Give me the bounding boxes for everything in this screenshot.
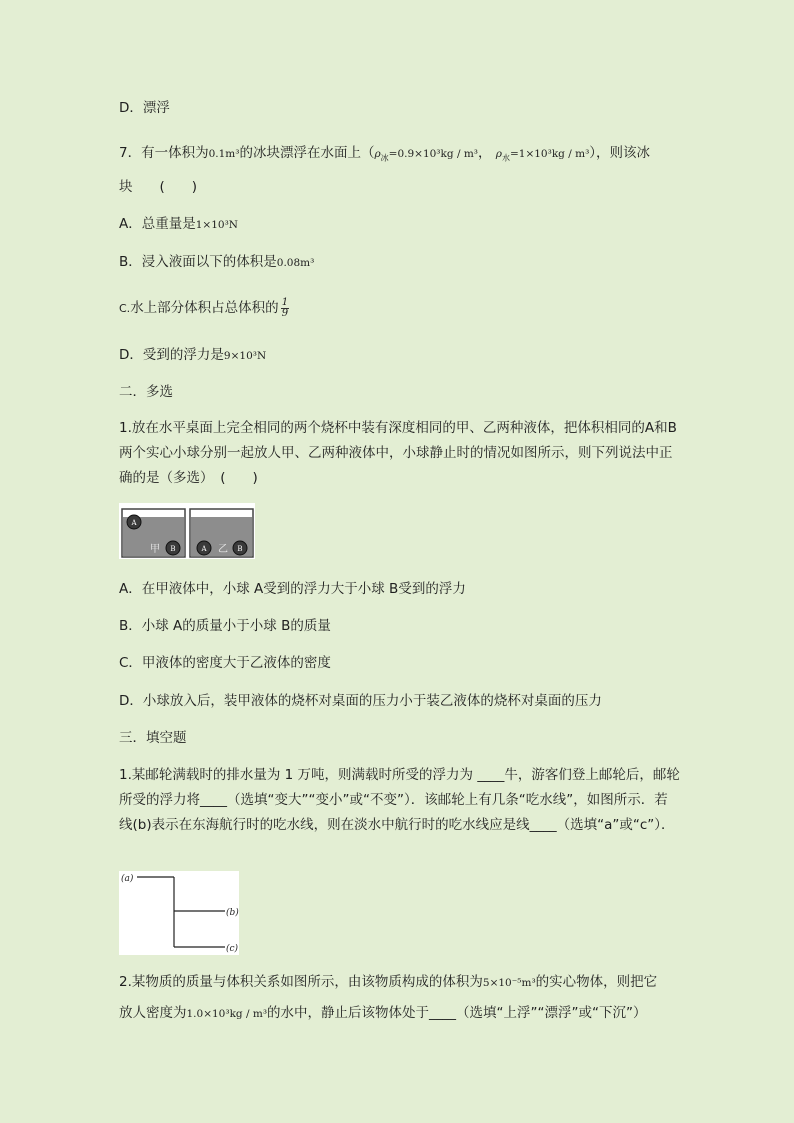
mq1-stem: 1.放在水平桌面上完全相同的两个烧杯中装有深度相同的甲、乙两种液体，把体积相同的A和B两个实心小球分别一起放人甲、乙两种液体中，小球静止时的情况如图所示，则下列说法中正确的是（多选） ( ) bbox=[119, 420, 677, 486]
fraction-denominator: 9 bbox=[281, 307, 289, 319]
q7-volume: 0.1m³ bbox=[208, 148, 240, 160]
q7-stem-a: 7．有一体积为 bbox=[119, 145, 209, 161]
q7-option-b bbox=[119, 250, 679, 275]
q7-stem-b: 的冰块漂浮在水面上（ bbox=[239, 145, 375, 161]
q7-option-b-text: B．浸入液面以下的体积是 bbox=[119, 254, 277, 270]
q7-rho-water-sub: 水 bbox=[501, 153, 510, 163]
fq2-text-d: 的水中，静止后该物体处于____（选填“上浮”“漂浮”或“下沉”） bbox=[267, 1005, 647, 1021]
fq1-text: 1.某邮轮满载时的排水量为 1 万吨，则满载时所受的浮力为 ____牛，游客们登上邮轮后，邮轮所受的浮力将____（选填“变大”“变小”或“不变”）．该邮轮上有几条“吃水线”，如图所示．若线(b)表示在东海航行时的吃水线，则在淡水中航行时的吃水线应是线____（选填“a”或“c”）． bbox=[119, 767, 680, 833]
fraction bbox=[281, 298, 289, 319]
fq2-math2: 1.0×10³kg / m³ bbox=[186, 1008, 268, 1020]
ball-b-left-label: B bbox=[170, 545, 176, 553]
q7-option-a bbox=[119, 212, 679, 237]
beaker-right-label: 乙 bbox=[218, 544, 228, 555]
beaker-left-label: 甲 bbox=[150, 544, 160, 555]
waterline-label-b: (b) bbox=[226, 908, 239, 918]
ball-a-right-label: A bbox=[201, 545, 207, 553]
waterline-label-a: (a) bbox=[121, 874, 134, 884]
q6-option-d: D．漂浮 bbox=[119, 100, 170, 116]
fq2-text-a: 2.某物质的质量与体积关系如图所示，由该物质构成的体积为 bbox=[119, 974, 483, 990]
q7-rho-water-val: =1×10³kg / m³ bbox=[509, 148, 590, 160]
q7-option-d-math: 9×10³N bbox=[223, 350, 267, 362]
q7-option-c-text: 水上部分体积占总体积的 bbox=[130, 300, 279, 316]
q7-stem-c: ），则该冰 bbox=[589, 145, 651, 161]
fq2-text-c: 放人密度为 bbox=[119, 1005, 187, 1021]
section-3-title: 三．填空题 bbox=[119, 730, 187, 746]
waterline-figure bbox=[119, 871, 239, 955]
fq2-line1 bbox=[119, 970, 679, 995]
waterline-label-c: (c) bbox=[226, 944, 239, 954]
q7-rho-ice-val: =0.9×10³kg / m³ bbox=[388, 148, 478, 160]
q7-option-a-text: A．总重量是 bbox=[119, 216, 196, 232]
fq2-text-b: 的实心物体，则把它 bbox=[535, 974, 658, 990]
q7-rho-ice: ρ bbox=[374, 148, 381, 160]
ball-a-left-label: A bbox=[131, 519, 137, 527]
ball-b-right-label: B bbox=[237, 545, 243, 553]
ball-a-left bbox=[127, 515, 141, 529]
mq1-option-d: D．小球放入后，装甲液体的烧杯对桌面的压力小于装乙液体的烧杯对桌面的压力 bbox=[119, 693, 602, 709]
fq2-line2 bbox=[119, 1001, 679, 1026]
fq2-math1: 5×10⁻⁵m³ bbox=[482, 977, 536, 989]
q7-option-c-prefix: C. bbox=[119, 302, 131, 315]
q7-rho-water: ρ bbox=[495, 148, 502, 160]
fraction-numerator: 1 bbox=[281, 296, 289, 308]
q7-sep: ， bbox=[477, 145, 492, 161]
ball-a-right bbox=[197, 541, 211, 555]
q7-option-d bbox=[119, 343, 679, 368]
q7-option-c bbox=[119, 296, 679, 321]
q7-option-b-math: 0.08m³ bbox=[276, 257, 315, 269]
waterline-svg bbox=[119, 871, 239, 955]
q7-option-d-text: D．受到的浮力是 bbox=[119, 347, 224, 363]
ball-b-right bbox=[233, 541, 247, 555]
mq1-option-a: A．在甲液体中，小球 A受到的浮力大于小球 B受到的浮力 bbox=[119, 581, 466, 597]
q7-option-a-math: 1×10³N bbox=[195, 219, 238, 231]
ball-b-left bbox=[166, 541, 180, 555]
section-2-title: 二．多选 bbox=[119, 384, 173, 400]
q7-stem-line2: 块 ( ) bbox=[119, 179, 198, 195]
beakers-svg bbox=[119, 503, 255, 559]
mq1-option-b: B．小球 A的质量小于小球 B的质量 bbox=[119, 618, 331, 634]
q7-stem-line1 bbox=[119, 141, 679, 171]
beakers-figure bbox=[119, 503, 255, 559]
q7-rho-ice-sub: 冰 bbox=[380, 153, 389, 163]
mq1-option-c: C．甲液体的密度大于乙液体的密度 bbox=[119, 655, 331, 671]
